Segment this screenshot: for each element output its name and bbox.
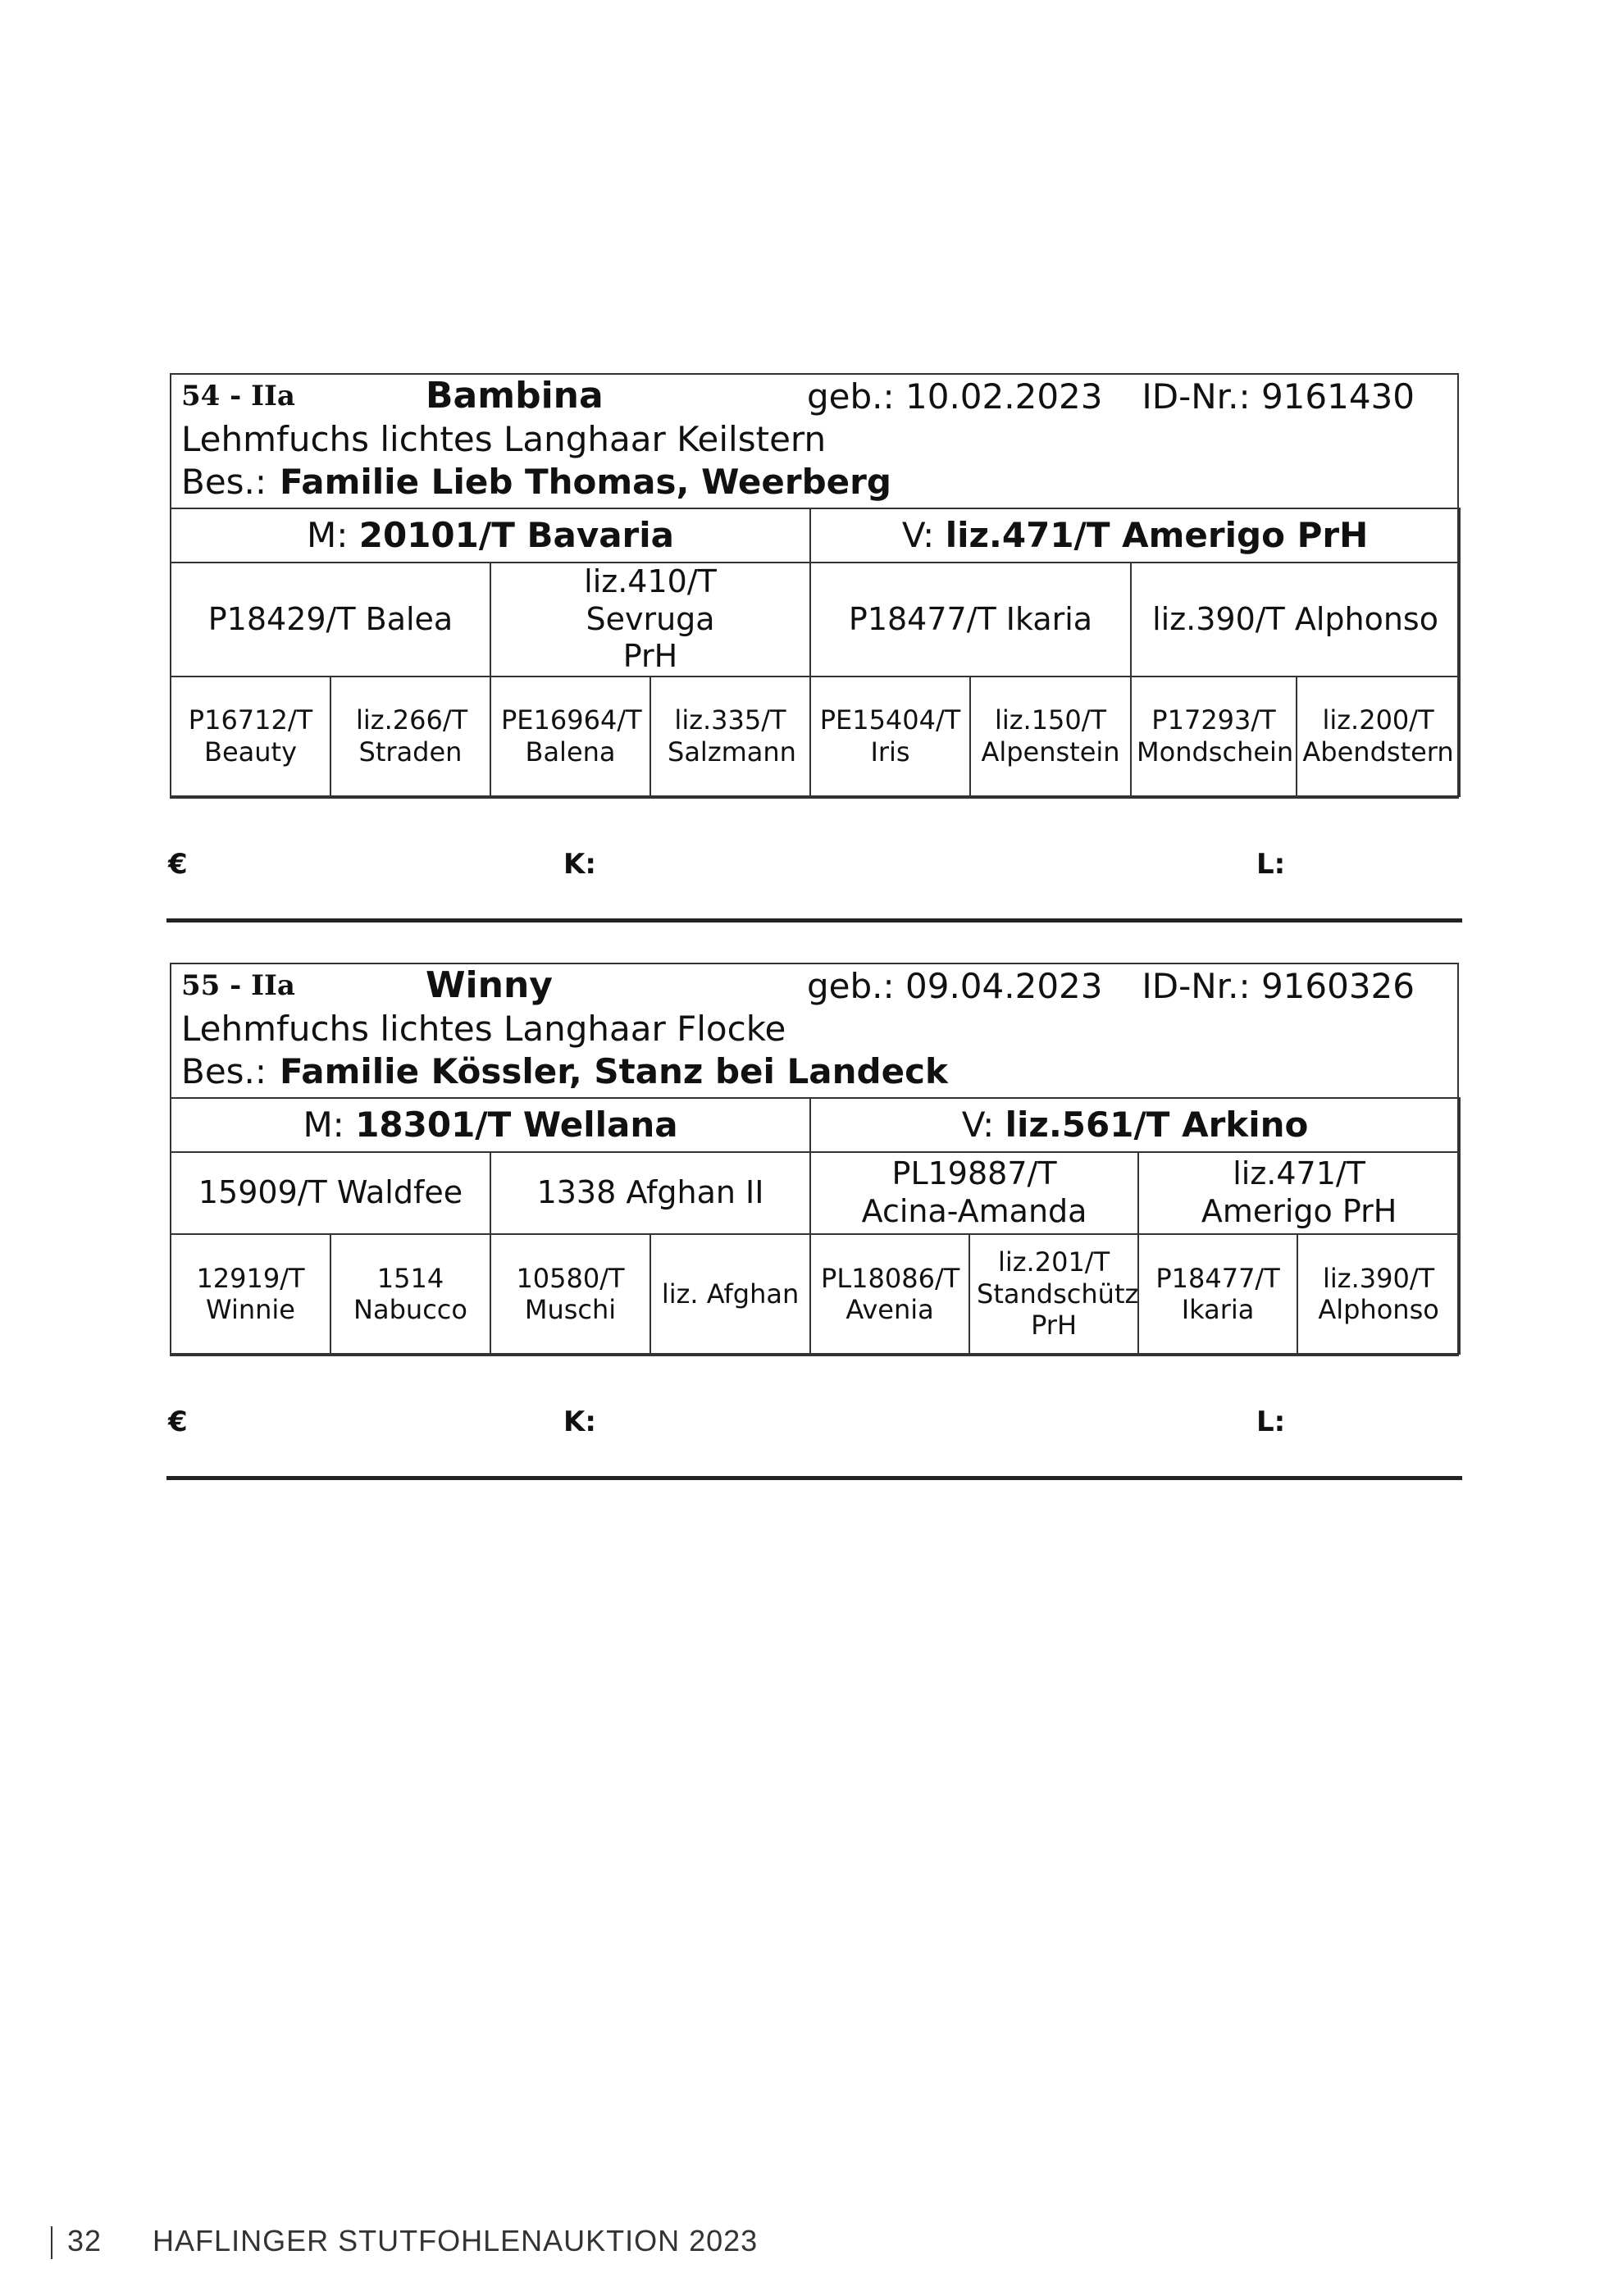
owner-line <box>181 462 891 502</box>
great-grandparent-cell: liz.390/T Alphonso <box>1297 1234 1460 1354</box>
grandparent-cell: P18477/T Ikaria <box>810 563 1131 676</box>
euro-label: € <box>168 1405 188 1438</box>
divider <box>166 918 1462 922</box>
page-number: 32 <box>67 2224 103 2257</box>
coat-color: Lehmfuchs lichtes Langhaar Keilstern <box>181 419 827 459</box>
k-label: K: <box>563 847 596 881</box>
pedigree-table <box>170 508 1461 797</box>
great-grandparent-cell: PE15404/T Iris <box>810 676 970 796</box>
grandparent-cell: liz.390/T Alphonso <box>1131 563 1460 676</box>
grandparent-cell: PL19887/T Acina-Amanda <box>810 1152 1138 1234</box>
euro-label: € <box>168 847 188 881</box>
bid-footer <box>170 799 1459 930</box>
grandparent-cell: 1338 Afghan II <box>490 1152 810 1234</box>
l-label: L: <box>1256 847 1286 881</box>
great-grandparent-cell: liz.201/T Standschütz PrH <box>969 1234 1138 1354</box>
great-grandparent-cell: liz.335/T Salzmann <box>650 676 810 796</box>
dam-cell: M: 20101/T Bavaria <box>171 508 810 563</box>
divider <box>166 1476 1462 1480</box>
auction-entry-55 <box>170 963 1459 1487</box>
entry-header <box>171 375 1457 508</box>
great-grandparent-cell: P18477/T Ikaria <box>1138 1234 1297 1354</box>
sire-cell: V: liz.471/T Amerigo PrH <box>810 508 1460 563</box>
id-number: ID-Nr.: 9160326 <box>1142 966 1415 1006</box>
dam-name: 18301/T Wellana <box>355 1104 678 1145</box>
horse-name: Bambina <box>426 375 604 417</box>
coat-color: Lehmfuchs lichtes Langhaar Flocke <box>181 1009 786 1049</box>
birth-date: geb.: 09.04.2023 <box>807 966 1103 1006</box>
page-footer <box>51 2224 758 2259</box>
sire-name: liz.471/T Amerigo PrH <box>945 514 1369 555</box>
entry-card <box>170 373 1459 799</box>
great-grandparent-cell: liz.266/T Straden <box>330 676 490 796</box>
great-grandparent-cell: liz. Afghan <box>650 1234 810 1354</box>
owner-label: Bes.: <box>181 462 267 502</box>
bid-footer <box>170 1356 1459 1487</box>
dam-cell: M: 18301/T Wellana <box>171 1098 810 1152</box>
dam-name: 20101/T Bavaria <box>358 514 675 555</box>
horse-name: Winny <box>426 964 553 1006</box>
grandparent-cell: P18429/T Balea <box>171 563 490 676</box>
entry-header <box>171 964 1457 1097</box>
pedigree-table <box>170 1097 1461 1355</box>
k-label: K: <box>563 1405 596 1438</box>
birth-date: geb.: 10.02.2023 <box>807 376 1103 417</box>
great-grandparent-cell: P17293/T Mondschein <box>1131 676 1297 796</box>
great-grandparent-cell: liz.150/T Alpenstein <box>970 676 1131 796</box>
great-grandparent-cell: liz.200/T Abendstern <box>1297 676 1460 796</box>
great-grandparent-cell: 12919/T Winnie <box>171 1234 330 1354</box>
lot-number: 54 - IIa <box>181 380 295 412</box>
lot-number: 55 - IIa <box>181 969 295 1002</box>
great-grandparent-cell: 10580/T Muschi <box>490 1234 650 1354</box>
id-number: ID-Nr.: 9161430 <box>1142 376 1415 417</box>
owner-name: Familie Lieb Thomas, Weerberg <box>280 462 891 502</box>
owner-name: Familie Kössler, Stanz bei Landeck <box>280 1051 948 1091</box>
sire-cell: V: liz.561/T Arkino <box>810 1098 1460 1152</box>
grandparent-cell: 15909/T Waldfee <box>171 1152 490 1234</box>
entry-card <box>170 963 1459 1356</box>
grandparent-cell: liz.410/T Sevruga PrH <box>490 563 810 676</box>
publication-title: HAFLINGER STUTFOHLENAUKTION 2023 <box>153 2224 759 2257</box>
great-grandparent-cell: P16712/T Beauty <box>171 676 330 796</box>
owner-line <box>181 1051 948 1091</box>
grandparent-cell: liz.471/T Amerigo PrH <box>1138 1152 1460 1234</box>
sire-name: liz.561/T Arkino <box>1005 1104 1309 1145</box>
great-grandparent-cell: PE16964/T Balena <box>490 676 650 796</box>
auction-entry-54 <box>170 373 1459 930</box>
l-label: L: <box>1256 1405 1286 1438</box>
great-grandparent-cell: 1514 Nabucco <box>330 1234 490 1354</box>
footer-divider <box>51 2226 52 2259</box>
owner-label: Bes.: <box>181 1051 267 1091</box>
great-grandparent-cell: PL18086/T Avenia <box>810 1234 969 1354</box>
